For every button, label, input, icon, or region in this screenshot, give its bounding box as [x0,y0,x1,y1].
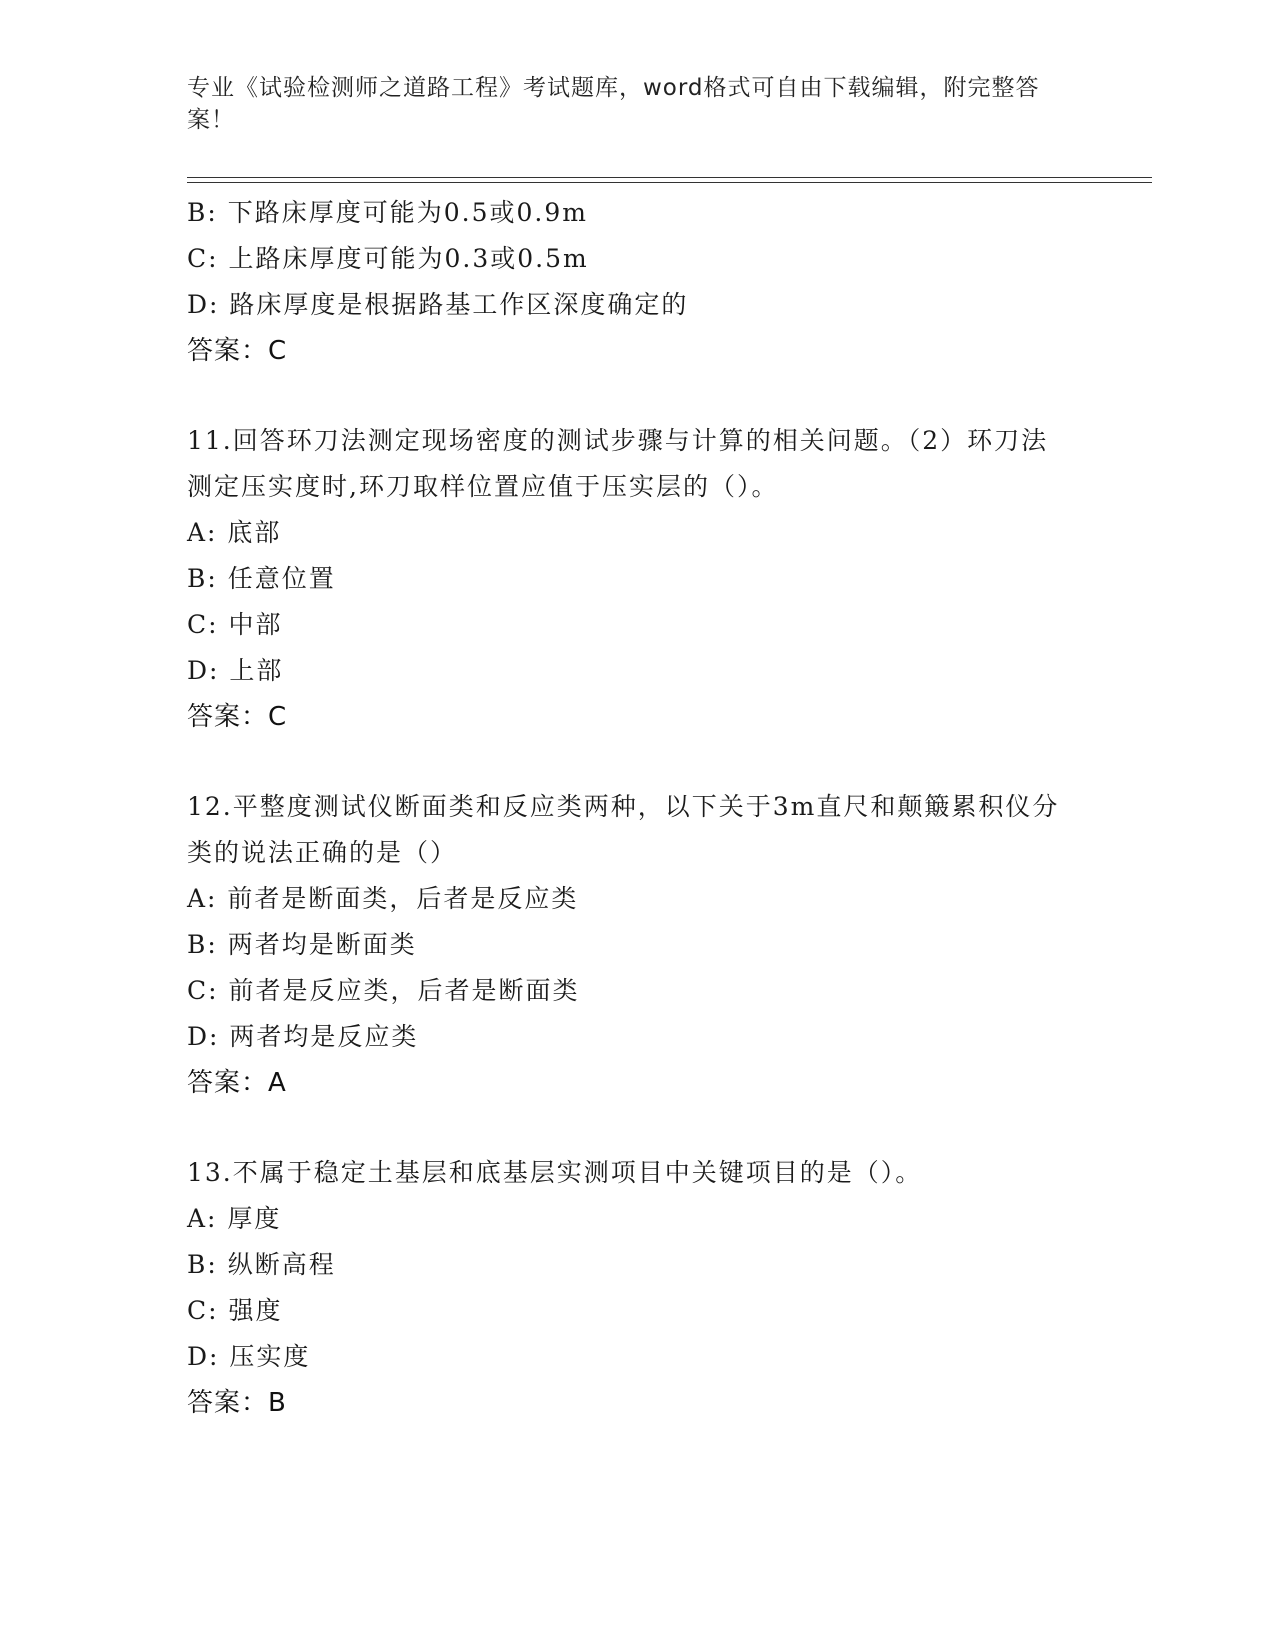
spacer [187,740,1067,784]
question-text: 12.平整度测试仪断面类和反应类两种，以下关于3m直尺和颠簸累积仪分类的说法正确的是（） [187,792,1060,867]
option-d: D: 两者均是反应类 [187,1022,419,1051]
answer-line: 答案：C [187,702,288,732]
spacer [187,374,1067,418]
option-b: B: 纵断高程 [187,1250,336,1279]
question-13 [187,1150,1067,1426]
option-a: A: 厚度 [187,1204,282,1233]
answer-line: 答案：A [187,1068,287,1098]
option-c: C: 强度 [187,1296,283,1325]
option-b: B: 下路床厚度可能为0.5或0.9m [187,198,588,227]
question-text: 13.不属于稳定土基层和底基层实测项目中关键项目的是（）。 [187,1158,923,1187]
header-divider-bottom [187,182,1152,183]
question-content [187,190,1067,1426]
option-c: C: 上路床厚度可能为0.3或0.5m [187,244,589,273]
question-11 [187,418,1067,740]
option-a: A: 前者是断面类，后者是反应类 [187,884,579,913]
option-a: A: 底部 [187,518,282,547]
option-c: C: 前者是反应类，后者是断面类 [187,976,580,1005]
answer-line: 答案：B [187,1388,287,1418]
option-b: B: 任意位置 [187,564,336,593]
question-12 [187,784,1067,1106]
document-header: 专业《试验检测师之道路工程》考试题库，word格式可自由下载编辑，附完整答案！ [187,75,1040,133]
previous-question-block [187,190,1067,374]
option-d: D: 上部 [187,656,284,685]
answer-line: 答案：C [187,336,288,366]
option-d: D: 压实度 [187,1342,311,1371]
question-text: 11.回答环刀法测定现场密度的测试步骤与计算的相关问题。（2）环刀法测定压实度时,环刀取样位置应值于压实层的（）。 [187,426,1049,501]
option-c: C: 中部 [187,610,283,639]
spacer [187,1106,1067,1150]
header-divider-top [187,177,1152,178]
option-d: D: 路床厚度是根据路基工作区深度确定的 [187,290,689,319]
option-b: B: 两者均是断面类 [187,930,417,959]
